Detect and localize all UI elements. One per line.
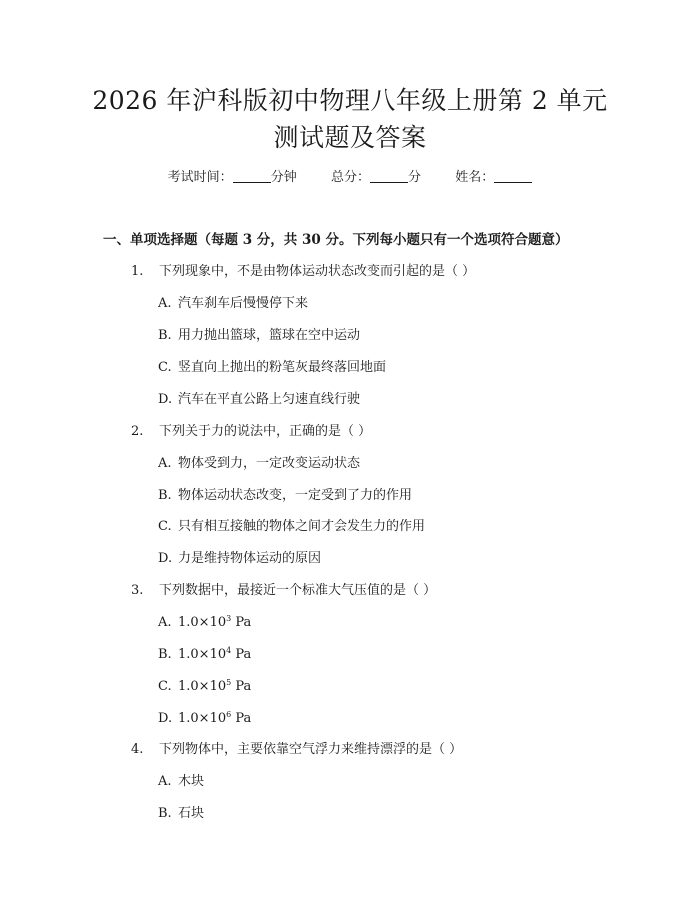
option-text: 力是维持物体运动的原因 (178, 551, 322, 566)
option-letter: C. (158, 679, 172, 694)
option-base: 1.0×10 (178, 679, 227, 694)
option-text: 物体受到力，一定改变运动状态 (178, 456, 361, 471)
page-title-line1: 2026 年沪科版初中物理八年级上册第 2 单元 (92, 86, 608, 115)
option-2c (158, 518, 425, 536)
option-unit: Pa (231, 711, 252, 726)
option-unit: Pa (231, 679, 252, 694)
page-title-line2: 测试题及答案 (273, 123, 427, 152)
option-letter: D. (158, 392, 173, 407)
option-letter: A. (158, 296, 172, 311)
option-letter: B. (158, 806, 172, 821)
option-exponent: 5 (226, 678, 232, 687)
option-exponent: 3 (226, 614, 232, 623)
option-letter: B. (158, 488, 172, 503)
option-letter: B. (158, 328, 172, 343)
option-4a (158, 773, 204, 791)
question-1 (131, 263, 475, 281)
option-3a (158, 614, 251, 632)
option-letter: B. (158, 647, 172, 662)
option-text: 竖直向上抛出的粉笔灰最终落回地面 (178, 360, 387, 375)
question-text: 下列物体中，主要依靠空气浮力来维持漂浮的是（ ） (159, 742, 463, 757)
question-4 (131, 741, 462, 759)
option-2a (158, 455, 360, 473)
option-letter: A. (158, 774, 172, 789)
option-exponent: 6 (226, 710, 232, 719)
option-base: 1.0×10 (178, 647, 227, 662)
time-label: 考试时间： (167, 170, 233, 185)
option-3d (158, 710, 251, 728)
option-text: 汽车刹车后慢慢停下来 (178, 296, 309, 311)
question-3 (131, 582, 436, 600)
option-1c (158, 359, 386, 377)
question-text: 下列数据中，最接近一个标准大气压值的是（ ） (159, 583, 437, 598)
name-blank (494, 170, 532, 183)
option-text: 木块 (178, 774, 205, 789)
option-text: 汽车在平直公路上匀速直线行驶 (178, 392, 361, 407)
score-blank (370, 170, 408, 183)
question-number: 1. (131, 264, 144, 279)
option-1a (158, 295, 308, 313)
option-text: 用力抛出篮球，篮球在空中运动 (178, 328, 361, 343)
question-text: 下列现象中，不是由物体运动状态改变而引起的是（ ） (159, 264, 476, 279)
exam-info (0, 169, 700, 187)
option-letter: A. (158, 456, 172, 471)
time-unit: 分钟 (270, 170, 297, 185)
option-4b (158, 805, 204, 823)
option-3b (158, 646, 251, 664)
question-number: 4. (131, 742, 144, 757)
option-1d (158, 391, 360, 409)
option-text: 物体运动状态改变，一定受到了力的作用 (178, 488, 413, 503)
option-letter: C. (158, 519, 172, 534)
score-label: 总分： (330, 170, 370, 185)
section-heading: 一、单项选择题（每题 3 分，共 30 分。下列每小题只有一个选项符合题意） (103, 232, 569, 248)
option-letter: D. (158, 711, 173, 726)
question-2 (131, 423, 371, 441)
option-2d (158, 550, 321, 568)
option-letter: A. (158, 615, 172, 630)
option-base: 1.0×10 (178, 711, 227, 726)
question-text: 下列关于力的说法中，正确的是（ ） (159, 424, 372, 439)
question-number: 2. (131, 424, 144, 439)
option-exponent: 4 (226, 646, 232, 655)
option-2b (158, 487, 412, 505)
option-unit: Pa (231, 647, 252, 662)
option-letter: C. (158, 360, 172, 375)
name-label: 姓名： (455, 170, 495, 185)
option-base: 1.0×10 (178, 615, 227, 630)
option-1b (158, 327, 360, 345)
score-unit: 分 (408, 170, 422, 185)
option-text: 只有相互接触的物体之间才会发生力的作用 (178, 519, 426, 534)
time-blank (233, 170, 271, 183)
question-number: 3. (131, 583, 144, 598)
option-3c (158, 678, 251, 696)
option-text: 石块 (178, 806, 205, 821)
option-unit: Pa (231, 615, 252, 630)
option-letter: D. (158, 551, 173, 566)
